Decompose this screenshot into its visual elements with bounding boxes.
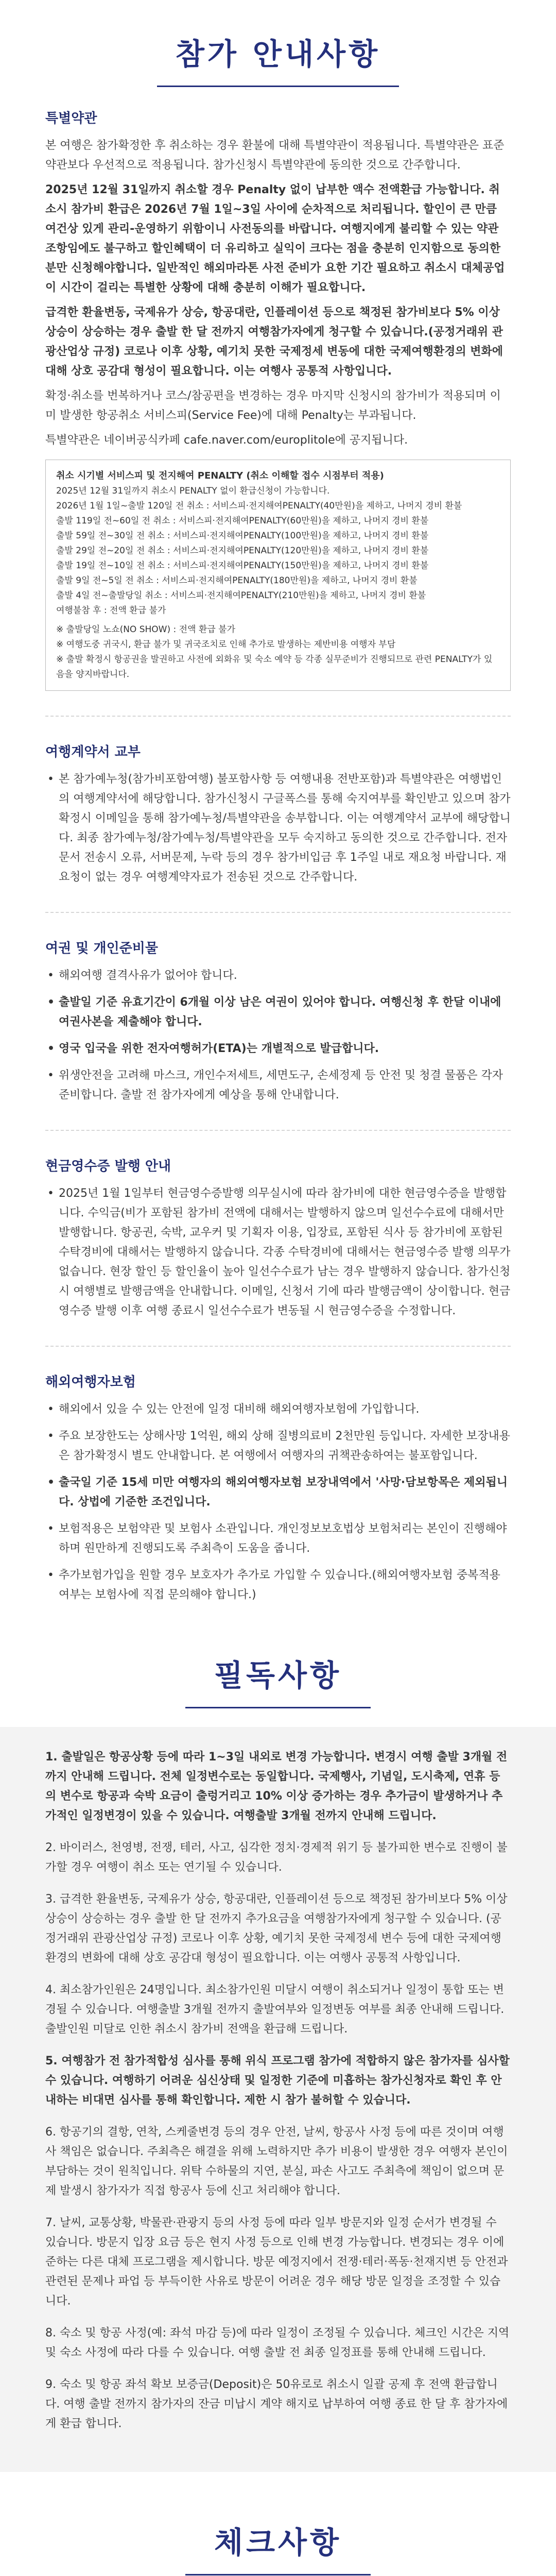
must-read-item: 1. 출발일은 항공상황 등에 따라 1~3일 내외로 변경 가능합니다. 변경시 여행 출발 3개월 전까지 안내해 드립니다. 전체 일정변수로는 동일합니다. 국제행사, 기념일, 도시축제, 연휴 등의 변수로 항공과 숙박 요금이 출렁거리고 10% 이상 증가하는 경우 추가금이 발생하거나 추가적인 일정변경이 있을 수 있습니다. 여행출발 3개월 전까지 안내해 드립니다.: [45, 1751, 508, 1822]
must-read-item: 3. 급격한 환율변동, 국제유가 상승, 항공대란, 인플레이션 등으로 책정된 참가비보다 5% 이상 상승이 상승하는 경우 출발 한 달 전까지 추가요금을 여행참가자에게 청구할 수 있습니다. (공정거래위 관광산업상 규정) 코로나 이후 상황, 예기치 못한 국제정세 변수 등에 대한 국제여행환경의 변화에 대해 상호 공감대 형성이 필요합니다. 이는 여행사 공통적 사항입니다.: [45, 1893, 508, 1964]
must-read-item: 4. 최소참가인원은 24명입니다. 최소참가인원 미달시 여행이 취소되거나 일정이 통합 또는 변경될 수 있습니다. 여행출발 3개월 전까지 출발여부와 일정변동 여부를 최종 안내해 드립니다. 출발인원 미달로 인한 취소시 참가비 전액을 환급해 드립니다.: [45, 1984, 505, 2036]
check-title-block: [0, 2518, 556, 2575]
receipt-text: • 2025년 1월 1일부터 현금영수증발행 의무실시에 따라 참가비에 대한 현금영수증을 발행합니다. 수익금(비가 포함된 참가비 전액에 대해서는 발행하지 않으며 일선수수료에 대해서만 발행합니다. 항공권, 숙박, 교우커 및 기획자 이용, 입장료, 포함된 식사 등 참가비에 포함된 수탁경비에 대해서는 발행하지 않습니다. 각종 수탁경비에 대해서는 현금영수증 발행 의무가 없습니다. 현장 할인 등 할인율이 높아 일선수수료가 남는 경우 발행하지 않습니다. 참가신청시 여행별로 발행금액을 안내합니다. 이메일, 신청서 기에 따라 발행금액이 상이합니다. 현금영수증 발행 이후 여행 종료시 일선수수료가 변동될 시 현금영수증을 수정합니다.: [45, 1184, 511, 1321]
special-terms-p3: 급격한 환율변동, 국제유가 상승, 항공대란, 인플레이션 등으로 책정된 참가비보다 5% 이상 상승이 상승하는 경우 출발 한 달 전까지 여행참가자에게 청구할 수 있습니다.(공정거래위 관광산업상 규정) 코로나 이후 상황, 예기치 못한 국제정세 변동에 대한 국제여행환경의 변화에 대해 상호 공감대 형성이 필요합니다. 이는 여행사 공통적 사항입니다.: [45, 306, 503, 378]
section-divider: [45, 1130, 511, 1131]
penalty-line: 출발 19일 전~10일 전 취소 : 서비스피·전지해여PENALTY(150만원)을 제하고, 나머지 경비 환불: [56, 561, 429, 571]
must-read-item: 7. 날씨, 교통상황, 박물관·관광지 등의 사정 등에 따라 일부 방문지와 일정 순서가 변경될 수 있습니다. 방문지 입장 요금 등은 현지 사정 등으로 인해 변경 가능합니다. 변경되는 경우 이에 준하는 다른 대체 프로그램을 제시합니다. 방문 예정지에서 전쟁·테러·폭동·천재지변 등 안전과 관련된 문제나 파업 등 부득이한 사유로 방문이 어려운 경우 해당 방문 일정을 조정할 수 있습니다.: [45, 2216, 508, 2308]
must-read-item: 5. 여행참가 전 참가적합성 심사를 통해 위식 프로그램 참가에 적합하지 않은 참가자를 심사할 수 있습니다. 여행하기 어려운 심신상태 및 일정한 기준에 미흡하는 참가신청자로 확인 후 안내하는 비대면 심사를 통해 확인합니다. 제한 시 참가 불허할 수 있습니다.: [45, 2055, 510, 2107]
penalty-line: 출발 9일 전~5일 전 취소 : 서비스피·전지해여PENALTY(180만원)을 제하고, 나머지 경비 환불: [56, 575, 418, 586]
guide-panel: [25, 108, 531, 1605]
special-terms-p2: 2025년 12월 31일까지 취소할 경우 Penalty 없이 납부한 액수 전액환급 가능합니다. 취소시 참가비 환급은 2026년 7월 1일~3일 사이에 순차적으로 처리됩니다. 할인이 큰 만큼 여건상 있게 관리-운영하기 위함이니 사전동의를 바랍니다. 여행지에게 불리할 수 있는 약관 조항임에도 불구하고 할인혜택이 더 유리하고 실익이 크다는 점을 충분히 인지함으로 동의한 분만 신청해야합니다. 일반적인 해외마라톤 사전 준비가 요한 기간 필요하고 취소시 대체공업이 시간이 걸리는 특별한 상황에 대해 충분히 이해가 필요합니다.: [45, 183, 505, 294]
penalty-line: 출발 4일 전~출발당일 취소 : 서비스피·전지해여PENALTY(210만원)을 제하고, 나머지 경비 환불: [56, 590, 426, 601]
passport-item: • 출발일 기준 유효기간이 6개월 이상 남은 여권이 있어야 합니다. 여행신청 후 한달 이내에 여권사본을 제출해야 합니다.: [45, 993, 511, 1032]
penalty-notice-title: 취소 시기별 서비스피 및 전지해여 PENALTY (취소 이해할 접수 시점부터 적용): [56, 470, 384, 481]
contract-text: • 본 참가예누청(참가비포함여행) 불포함사항 등 여행내용 전반포함)과 특별약관은 여행법인의 여행계약서에 해당합니다. 참가신청시 구글폭스를 통해 숙지여부를 확인받고 있으며 참가확정시 이메일을 통해 참가예누청/특별약관을 송부합니다. 이는 여행계약서 교부에 해당합니다. 최종 참가예누청/참가예누청/특별약관을 모두 숙지하고 동의한 것으로 간주합니다. 전자문서 전송시 오류, 서버문제, 누락 등의 경우 참가비입금 후 1주일 내로 재요청 바랍니다. 재요청이 없는 경우 여행계약자료가 전송된 것으로 간주합니다.: [45, 770, 511, 887]
must-read-item: 2. 바이러스, 천영병, 전쟁, 테러, 사고, 심각한 정치·경제적 위기 등 불가피한 변수로 진행이 불가할 경우 여행이 취소 또는 연기될 수 있습니다.: [45, 1841, 508, 1874]
section-divider: [45, 1346, 511, 1347]
insurance-heading: 해외여행자보험: [45, 1375, 136, 1390]
passport-item: • 위생안전을 고려해 마스크, 개인수저세트, 세면도구, 손세정제 등 안전 및 청결 물품은 각자 준비합니다. 출발 전 참가자에게 예상을 통해 안내합니다.: [45, 1066, 511, 1105]
insurance-item: • 출국일 기준 15세 미만 여행자의 해외여행자보험 보장내역에서 '사망·담보항목은 제외됩니다. 상법에 기준한 조건입니다.: [45, 1473, 511, 1512]
must-read-title-block: [0, 1651, 556, 1708]
must-read-item: 9. 숙소 및 항공 좌석 확보 보증금(Deposit)은 50유로로 취소시 일괄 공제 후 전액 환급합니다. 여행 출발 전까지 참가자의 잔금 미납시 계약 해지로 납부하여 여행 종료 한 달 후 참가자에게 환급 합니다.: [45, 2378, 508, 2430]
hero: [0, 0, 556, 87]
check-title: 체크사항: [214, 2525, 342, 2560]
passport-item: • 영국 입국을 위한 전자여행허가(ETA)는 개별적으로 발급합니다.: [45, 1039, 511, 1059]
penalty-fine-print: ※ 여행도중 귀국시, 환급 불가 및 귀국조치로 인해 추가로 발생하는 제반비용 여행자 부담: [56, 639, 396, 650]
insurance-item: • 해외에서 있을 수 있는 안전에 일정 대비해 해외여행자보험에 가입합니다.: [45, 1400, 511, 1419]
title-underline: [157, 86, 399, 87]
special-terms-p4: 확정·취소를 번복하거나 코스/참공편을 변경하는 경우 마지막 신청시의 참가비가 적용되며 이미 발생한 항공취소 서비스피(Service Fee)에 대해 Penalty는 부과됩니다.: [45, 389, 501, 422]
penalty-line: 여행불참 후 : 전액 환급 불가: [56, 605, 166, 616]
special-terms-p1: 본 여행은 참가확정한 후 취소하는 경우 환불에 대해 특별약관이 적용됩니다. 특별약관은 표준약관보다 우선적으로 적용됩니다. 참가신청시 특별약관에 동의한 것으로 간주합니다.: [45, 139, 505, 172]
insurance-item: • 주요 보장한도는 상해사망 1억원, 해외 상해 질병의료비 2천만원 등입니다. 자세한 보장내용은 참가확정시 별도 안내합니다. 본 여행에서 여행자의 귀책관송하여는 불포함입니다.: [45, 1427, 511, 1466]
must-read-item: 8. 숙소 및 항공 사정(예: 좌석 마감 등)에 따라 일정이 조정될 수 있습니다. 체크인 시간은 지역 및 숙소 사정에 따라 다를 수 있습니다. 여행 출발 전 최종 일정표를 통해 안내해 드립니다.: [45, 2327, 510, 2359]
must-read-title: 필독사항: [214, 1658, 342, 1693]
title-underline: [185, 2574, 371, 2575]
penalty-line: 출발 29일 전~20일 전 취소 : 서비스피·전지해여PENALTY(120만원)을 제하고, 나머지 경비 환불: [56, 546, 429, 556]
contract-heading: 여행계약서 교부: [45, 744, 141, 760]
special-terms-heading: 특별약관: [45, 111, 97, 126]
page-title: 참가 안내사항: [175, 37, 381, 72]
insurance-item: • 추가보험가입을 원할 경우 보호자가 추가로 가입할 수 있습니다.(해외여행자보험 중복적용 여부는 보험사에 직접 문의해야 합니다.): [45, 1566, 511, 1605]
penalty-line: 2026년 1월 1일~출발 120일 전 취소 : 서비스피·전지해여PENALTY(40만원)을 제하고, 나머지 경비 환불: [56, 501, 462, 511]
must-read-item: 6. 항공기의 결항, 연착, 스케줄변경 등의 경우 안전, 날씨, 항공사 사정 등에 따른 것이며 여행사 책임은 없습니다. 주최측은 해결을 위해 노력하지만 추가 비용이 발생한 경우 여행자 본인이 부담하는 것이 원칙입니다. 위탁 수하물의 지연, 분실, 파손 사고도 주최측에 책임이 없으며 문제 발생시 참가자가 직접 항공사 등에 신고 처리해야 합니다.: [45, 2126, 508, 2197]
passport-item: • 해외여행 결격사유가 없어야 합니다.: [45, 966, 511, 986]
must-read-band: [0, 1727, 556, 2472]
penalty-notice-box: [45, 460, 511, 691]
penalty-line: 출발 59일 전~30일 전 취소 : 서비스피·전지해여PENALTY(100만원)을 제하고, 나머지 경비 환불: [56, 531, 429, 541]
special-terms-p5: 특별약관은 네이버공식카페 cafe.naver.com/europlitole에 공지됩니다.: [45, 434, 408, 447]
section-divider: [45, 912, 511, 913]
insurance-item: • 보험적용은 보험약관 및 보험사 소관입니다. 개인정보보호법상 보험처리는 본인이 진행해야 하며 원만하게 진행되도록 주최측이 도움을 줍니다.: [45, 1519, 511, 1558]
section-divider: [45, 716, 511, 717]
penalty-line: 2025년 12월 31일까지 취소시 PENALTY 없이 환급신청이 가능합니다.: [56, 486, 330, 496]
passport-heading: 여권 및 개인준비물: [45, 941, 159, 956]
penalty-fine-print: ※ 출발당일 노쇼(NO SHOW) : 전액 환급 불가: [56, 624, 235, 635]
title-underline: [185, 1707, 371, 1708]
receipt-heading: 현금영수증 발행 안내: [45, 1159, 171, 1174]
penalty-line: 출발 119일 전~60일 전 취소 : 서비스피·전지해여PENALTY(60만원)을 제하고, 나머지 경비 환불: [56, 516, 429, 526]
penalty-fine-print: ※ 출발 확정시 항공권을 발권하고 사전에 외화유 및 숙소 예약 등 각종 실무준비가 진행되므로 관련 PENALTY가 있음을 양지바랍니다.: [56, 654, 493, 680]
